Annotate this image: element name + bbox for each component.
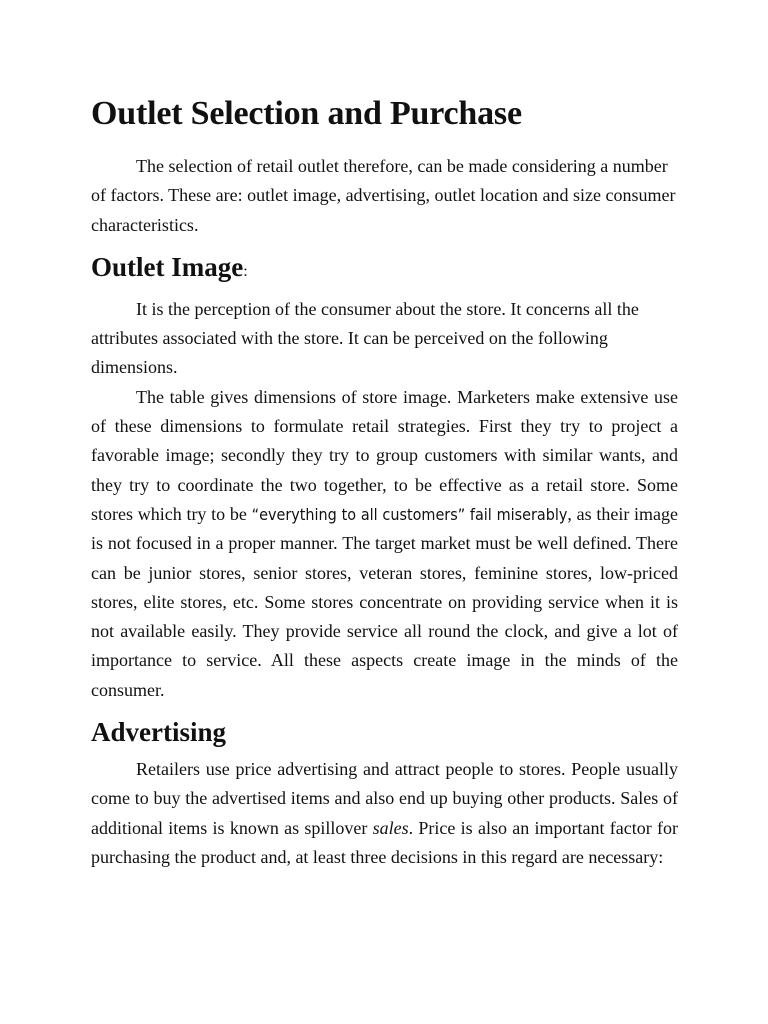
section-heading-advertising: Advertising xyxy=(91,717,226,748)
section-heading-outlet-image xyxy=(91,250,678,289)
paragraph-text: , as their image is not focused in a proper manner. The target market must be well defined. There can be junior stores, senior stores, veteran stores, feminine stores, low-priced stores, elite stores, etc. Some stores concentrate on providing service when it is not available easily. They provide service all round the clock, and give a lot of importance to service. All these aspects create image in the minds of the consumer. xyxy=(91,503,679,700)
quoted-phrase: “everything to all customers” xyxy=(251,504,466,524)
paragraph-text: The table gives dimensions of store image. Marketers make extensive use of these dimensions to formulate retail strategies. First they try to project a favorable image; secondly they try to group customers with similar wants, and they try to coordinate the two together, to be effective as a retail store. Some stores which try to be xyxy=(91,386,678,524)
heading-text: Outlet Image xyxy=(91,251,244,282)
heading-colon: : xyxy=(243,262,248,280)
emphasis-phrase: fail miserably xyxy=(469,504,568,524)
intro-paragraph: The selection of retail outlet therefore, can be made considering a number of factors. These are: outlet image, advertising, outlet location and size consumer characteristics. xyxy=(91,156,676,235)
document-page xyxy=(91,92,678,872)
paragraph-text: . Price is also an important factor for purchasing the product and, at least three decisions in this regard are necessary: xyxy=(91,817,678,867)
page-title: Outlet Selection and Purchase xyxy=(91,95,522,132)
outlet-image-paragraph-1: It is the perception of the consumer about the store. It concerns all the attributes associated with the store. It can be perceived on the following dimensions. xyxy=(91,298,639,378)
outlet-image-paragraph-2 xyxy=(91,383,678,705)
italic-term: sales xyxy=(372,817,409,838)
advertising-paragraph xyxy=(91,755,678,872)
paragraph-text: Retailers use price advertising and attract people to stores. People usually come to buy the advertised items and also end up buying other products. Sales of additional items is known as spillover xyxy=(91,759,678,838)
